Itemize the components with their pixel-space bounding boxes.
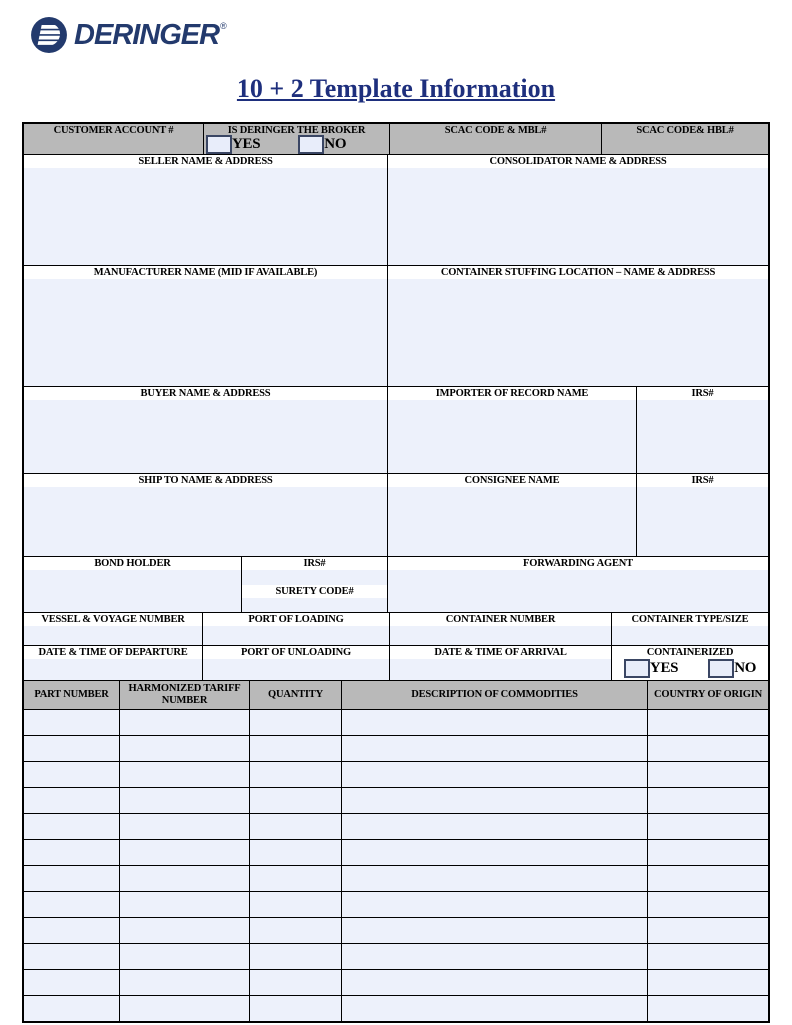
container-type-field[interactable] xyxy=(612,626,768,645)
table-cell[interactable] xyxy=(342,840,648,865)
container-number-cell xyxy=(390,613,612,645)
bond-holder-label: BOND HOLDER xyxy=(24,557,241,570)
buyer-cell xyxy=(24,387,388,473)
commodity-table-header xyxy=(24,681,768,710)
table-cell[interactable] xyxy=(250,788,342,813)
table-cell[interactable] xyxy=(120,918,250,943)
table-cell[interactable] xyxy=(24,710,120,735)
manufacturer-label: MANUFACTURER NAME (MID IF AVAILABLE) xyxy=(24,266,387,279)
broker-no-label: NO xyxy=(324,136,347,152)
broker-cell xyxy=(204,124,390,154)
forwarding-agent-field[interactable] xyxy=(388,570,768,612)
table-cell[interactable] xyxy=(648,918,768,943)
stuffing-location-field[interactable] xyxy=(388,279,768,386)
table-cell[interactable] xyxy=(120,814,250,839)
ten-plus-two-form xyxy=(22,122,770,1023)
containerized-cell xyxy=(612,646,768,680)
departure-label: DATE & TIME OF DEPARTURE xyxy=(24,646,202,659)
consignee-irs-field[interactable] xyxy=(637,487,768,556)
consolidator-label: CONSOLIDATOR NAME & ADDRESS xyxy=(388,155,768,168)
containerized-checkbox-row xyxy=(612,659,768,678)
table-cell[interactable] xyxy=(342,996,648,1021)
broker-question-label: IS DERINGER THE BROKER xyxy=(227,125,366,135)
manufacturer-stuffing-row xyxy=(24,266,768,387)
containerized-yes-checkbox[interactable] xyxy=(624,659,650,678)
table-cell[interactable] xyxy=(342,736,648,761)
arrival-field[interactable] xyxy=(390,659,611,680)
buyer-label: BUYER NAME & ADDRESS xyxy=(24,387,387,400)
containerized-no-checkbox[interactable] xyxy=(708,659,734,678)
origin-header-cell xyxy=(648,681,768,709)
table-cell[interactable] xyxy=(648,970,768,995)
departure-field[interactable] xyxy=(24,659,202,680)
stuffing-location-cell xyxy=(388,266,768,386)
stuffing-location-label: CONTAINER STUFFING LOCATION – NAME & ADDRESS xyxy=(388,266,768,279)
table-cell[interactable] xyxy=(342,762,648,787)
table-cell[interactable] xyxy=(648,840,768,865)
importer-field[interactable] xyxy=(388,400,636,473)
table-cell[interactable] xyxy=(250,866,342,891)
table-row xyxy=(24,814,768,840)
table-cell[interactable] xyxy=(342,814,648,839)
table-row xyxy=(24,996,768,1021)
containerized-yes-label: YES xyxy=(649,660,679,676)
ship-to-label: SHIP TO NAME & ADDRESS xyxy=(24,474,387,487)
account-broker-row xyxy=(24,124,768,155)
shipto-consignee-row xyxy=(24,474,768,557)
forwarding-agent-cell xyxy=(388,557,768,612)
description-header-cell xyxy=(342,681,648,709)
table-cell[interactable] xyxy=(120,996,250,1021)
table-cell[interactable] xyxy=(648,788,768,813)
scac-mbl-label: SCAC CODE & MBL# xyxy=(444,125,547,136)
surety-code-field[interactable] xyxy=(242,598,387,613)
forwarding-agent-label: FORWARDING AGENT xyxy=(388,557,768,570)
dates-row xyxy=(24,646,768,681)
container-number-label: CONTAINER NUMBER xyxy=(390,613,611,626)
table-cell[interactable] xyxy=(250,970,342,995)
port-loading-label: PORT OF LOADING xyxy=(203,613,389,626)
importer-label: IMPORTER OF RECORD NAME xyxy=(388,387,636,400)
table-cell[interactable] xyxy=(24,788,120,813)
table-cell[interactable] xyxy=(648,866,768,891)
table-cell[interactable] xyxy=(24,892,120,917)
tariff-number-header-cell xyxy=(120,681,250,709)
commodity-table-body xyxy=(24,710,768,1021)
table-row xyxy=(24,970,768,996)
part-number-header-cell xyxy=(24,681,120,709)
containerized-label: CONTAINERIZED xyxy=(612,646,768,659)
broker-no-checkbox[interactable] xyxy=(298,135,324,154)
consignee-cell xyxy=(388,474,637,556)
vessel-label: VESSEL & VOYAGE NUMBER xyxy=(24,613,202,626)
arrival-label: DATE & TIME OF ARRIVAL xyxy=(390,646,611,659)
container-type-cell xyxy=(612,613,768,645)
table-cell[interactable] xyxy=(648,944,768,969)
port-loading-cell xyxy=(203,613,390,645)
bond-holder-field[interactable] xyxy=(24,570,241,612)
importer-irs-field[interactable] xyxy=(637,400,768,473)
consignee-irs-label: IRS# xyxy=(637,474,768,487)
table-row xyxy=(24,840,768,866)
table-cell[interactable] xyxy=(648,892,768,917)
table-row xyxy=(24,892,768,918)
table-row xyxy=(24,762,768,788)
vessel-field[interactable] xyxy=(24,626,202,645)
table-cell[interactable] xyxy=(120,710,250,735)
ship-to-field[interactable] xyxy=(24,487,387,556)
buyer-importer-row xyxy=(24,387,768,474)
table-row xyxy=(24,918,768,944)
surety-code-label: SURETY CODE# xyxy=(242,585,387,598)
description-header: DESCRIPTION OF COMMODITIES xyxy=(411,689,578,700)
customer-account-label: CUSTOMER ACCOUNT # xyxy=(53,125,174,136)
consolidator-cell xyxy=(388,155,768,265)
bond-irs-field[interactable] xyxy=(242,570,387,585)
table-cell[interactable] xyxy=(120,736,250,761)
table-cell[interactable] xyxy=(250,840,342,865)
vessel-row xyxy=(24,613,768,646)
table-cell[interactable] xyxy=(24,762,120,787)
table-cell[interactable] xyxy=(120,788,250,813)
broker-yes-label: YES xyxy=(232,136,261,152)
port-unloading-label: PORT OF UNLOADING xyxy=(203,646,389,659)
table-cell[interactable] xyxy=(342,788,648,813)
table-cell[interactable] xyxy=(120,944,250,969)
quantity-header-cell xyxy=(250,681,342,709)
vessel-cell xyxy=(24,613,203,645)
bond-irs-surety-cell xyxy=(242,557,388,612)
table-cell[interactable] xyxy=(120,970,250,995)
manufacturer-field[interactable] xyxy=(24,279,387,386)
table-cell[interactable] xyxy=(648,996,768,1021)
table-cell[interactable] xyxy=(120,892,250,917)
table-cell[interactable] xyxy=(24,736,120,761)
logo-wordmark: DERINGER xyxy=(74,18,220,51)
deringer-logo xyxy=(30,16,227,54)
scac-mbl-cell[interactable] xyxy=(390,124,602,154)
container-type-label: CONTAINER TYPE/SIZE xyxy=(612,613,768,626)
table-cell[interactable] xyxy=(24,996,120,1021)
table-cell[interactable] xyxy=(24,840,120,865)
table-cell[interactable] xyxy=(250,892,342,917)
table-cell[interactable] xyxy=(342,944,648,969)
table-cell[interactable] xyxy=(648,710,768,735)
port-unloading-field[interactable] xyxy=(203,659,389,680)
table-cell[interactable] xyxy=(250,736,342,761)
table-cell[interactable] xyxy=(120,762,250,787)
buyer-field[interactable] xyxy=(24,400,387,473)
departure-cell xyxy=(24,646,203,680)
broker-checkbox-row xyxy=(204,135,389,154)
table-cell[interactable] xyxy=(648,814,768,839)
table-row xyxy=(24,944,768,970)
quantity-header: QUANTITY xyxy=(268,689,323,700)
table-cell[interactable] xyxy=(342,918,648,943)
bond-holder-cell xyxy=(24,557,242,612)
seller-cell xyxy=(24,155,388,265)
table-cell[interactable] xyxy=(250,710,342,735)
seller-consolidator-row xyxy=(24,155,768,266)
consignee-irs-cell xyxy=(637,474,768,556)
table-cell[interactable] xyxy=(24,918,120,943)
table-cell[interactable] xyxy=(120,840,250,865)
table-cell[interactable] xyxy=(24,944,120,969)
table-row xyxy=(24,788,768,814)
importer-cell xyxy=(388,387,637,473)
table-cell[interactable] xyxy=(250,944,342,969)
table-cell[interactable] xyxy=(648,736,768,761)
importer-irs-cell xyxy=(637,387,768,473)
seller-field[interactable] xyxy=(24,168,387,265)
page-title: 10 + 2 Template Information xyxy=(236,74,556,103)
seller-label: SELLER NAME & ADDRESS xyxy=(24,155,387,168)
registered-trademark-icon: ® xyxy=(220,21,227,31)
manufacturer-cell xyxy=(24,266,388,386)
table-row xyxy=(24,710,768,736)
table-cell[interactable] xyxy=(250,996,342,1021)
customer-account-cell[interactable] xyxy=(24,124,204,154)
part-number-header: PART NUMBER xyxy=(34,689,109,700)
importer-irs-label: IRS# xyxy=(637,387,768,400)
table-row xyxy=(24,866,768,892)
tariff-number-header: HARMONIZED TARIFF NUMBER xyxy=(128,683,241,706)
origin-header: COUNTRY OF ORIGIN xyxy=(653,689,763,700)
containerized-no-label: NO xyxy=(734,660,757,676)
table-row xyxy=(24,736,768,762)
deringer-logo-icon xyxy=(30,16,68,54)
broker-yes-checkbox[interactable] xyxy=(206,135,232,154)
ship-to-cell xyxy=(24,474,388,556)
bond-forwarding-row xyxy=(24,557,768,613)
scac-hbl-label: SCAC CODE& HBL# xyxy=(636,125,734,136)
scac-hbl-cell[interactable] xyxy=(602,124,768,154)
table-cell[interactable] xyxy=(250,762,342,787)
table-cell[interactable] xyxy=(648,762,768,787)
table-cell[interactable] xyxy=(24,970,120,995)
bond-irs-label: IRS# xyxy=(242,557,387,570)
table-cell[interactable] xyxy=(250,814,342,839)
arrival-cell xyxy=(390,646,612,680)
table-cell[interactable] xyxy=(120,866,250,891)
consolidator-field[interactable] xyxy=(388,168,768,265)
table-cell[interactable] xyxy=(250,918,342,943)
table-cell[interactable] xyxy=(342,892,648,917)
consignee-field[interactable] xyxy=(388,487,636,556)
port-unloading-cell xyxy=(203,646,390,680)
table-cell[interactable] xyxy=(342,866,648,891)
table-cell[interactable] xyxy=(342,710,648,735)
table-cell[interactable] xyxy=(24,814,120,839)
table-cell[interactable] xyxy=(24,866,120,891)
table-cell[interactable] xyxy=(342,970,648,995)
page-header xyxy=(0,0,792,122)
consignee-label: CONSIGNEE NAME xyxy=(388,474,636,487)
container-number-field[interactable] xyxy=(390,626,611,645)
port-loading-field[interactable] xyxy=(203,626,389,645)
